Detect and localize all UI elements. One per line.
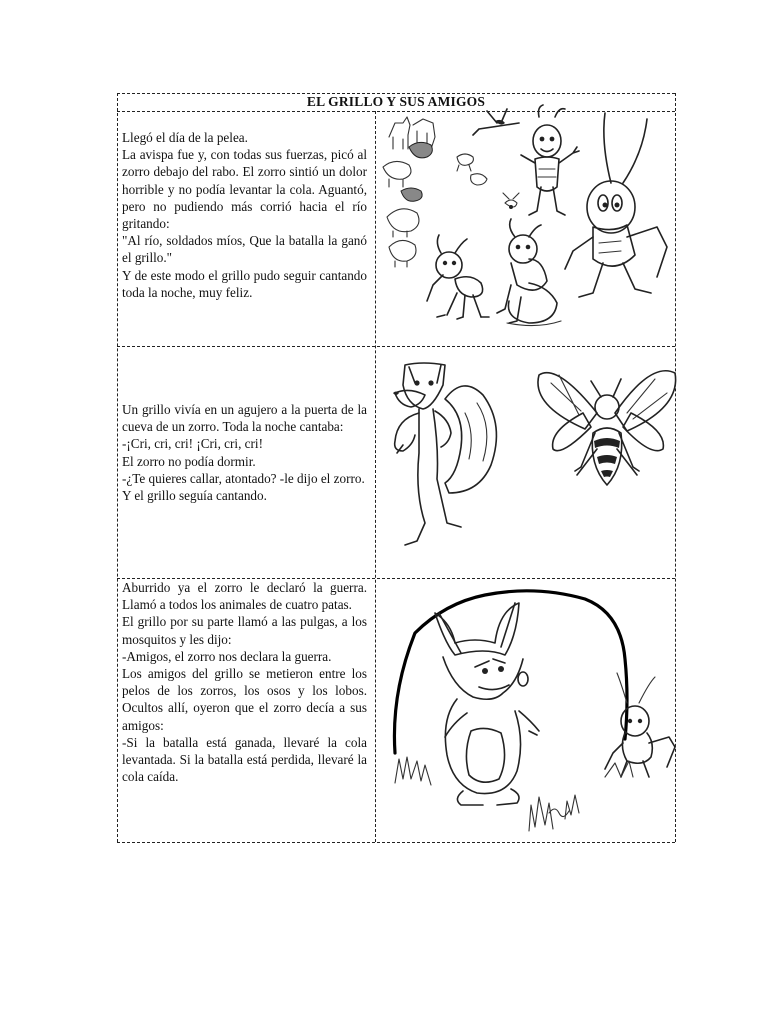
fly-icon xyxy=(503,193,519,209)
story-sheet xyxy=(117,93,675,842)
fox-icon xyxy=(393,363,496,545)
paragraph: -¡Cri, cri, cri! ¡Cri, cri, cri! xyxy=(122,436,263,452)
border-bottom xyxy=(117,842,675,843)
panel-1-text xyxy=(122,129,367,301)
ant-waving-icon xyxy=(521,105,579,215)
panel-2-text xyxy=(122,401,367,504)
border-right xyxy=(675,93,676,842)
animal-herd-icon xyxy=(383,117,487,267)
paragraph: -¿Te quieres callar, atontado? -le dijo el zorro. xyxy=(122,470,365,486)
mosquito-icon xyxy=(473,109,519,135)
paragraph: Aburrido ya el zorro le declaró la guerra. Llamó a todos los animales de cuatro patas. xyxy=(122,580,367,613)
paragraph: "Al río, soldados míos, Que la batalla la ganó el grillo." xyxy=(122,233,367,266)
paragraph: Y de este modo el grillo pudo seguir cantando toda la noche, muy feliz. xyxy=(122,267,367,300)
paragraph: El grillo por su parte llamó a las pulgas, a los mosquitos y les dijo: xyxy=(122,614,367,647)
fox-in-cave-with-cricket-icon xyxy=(379,583,675,839)
paragraph: Los amigos del grillo se metieron entre los pelos de los zorros, los osos y los lobos. Ocultos allí, oyeron que el zorro decía a sus amigos: xyxy=(122,666,367,733)
fox-and-wasp-icon xyxy=(379,353,675,575)
border-left xyxy=(117,93,118,842)
ant-standing-icon xyxy=(427,235,489,319)
fox-icon xyxy=(435,603,539,805)
wasp-icon xyxy=(538,371,676,485)
paragraph: La avispa fue y, con todas sus fuerzas, picó al zorro debajo del rabo. El zorro sintió un dolor horrible y no podía levantar la cola. Aguantó, pero no pudiendo más corrió hacia el río gritando: xyxy=(122,147,367,232)
cricket-icon xyxy=(605,673,675,777)
animal-army-cricket-ants-icon xyxy=(379,107,675,343)
panel-3-text xyxy=(122,579,367,785)
paragraph: -Amigos, el zorro nos declara la guerra. xyxy=(122,648,332,664)
paragraph: Y el grillo seguía cantando. xyxy=(122,488,267,504)
border-row1-bottom xyxy=(117,346,675,347)
ant-soldier-icon xyxy=(497,219,561,326)
paragraph: -Si la batalla está ganada, llevaré la cola levantada. Si la batalla está perdida, llevaré la cola caída. xyxy=(122,734,367,785)
paragraph: Llegó el día de la pelea. xyxy=(122,130,248,145)
cricket-icon xyxy=(565,113,667,297)
paragraph: El zorro no podía dormir. xyxy=(122,453,256,469)
border-middle xyxy=(375,111,376,842)
page-title: EL GRILLO Y SUS AMIGOS xyxy=(306,94,486,109)
paragraph: Un grillo vivía en un agujero a la puerta de la cueva de un zorro. Toda la noche cantaba: xyxy=(122,402,367,435)
